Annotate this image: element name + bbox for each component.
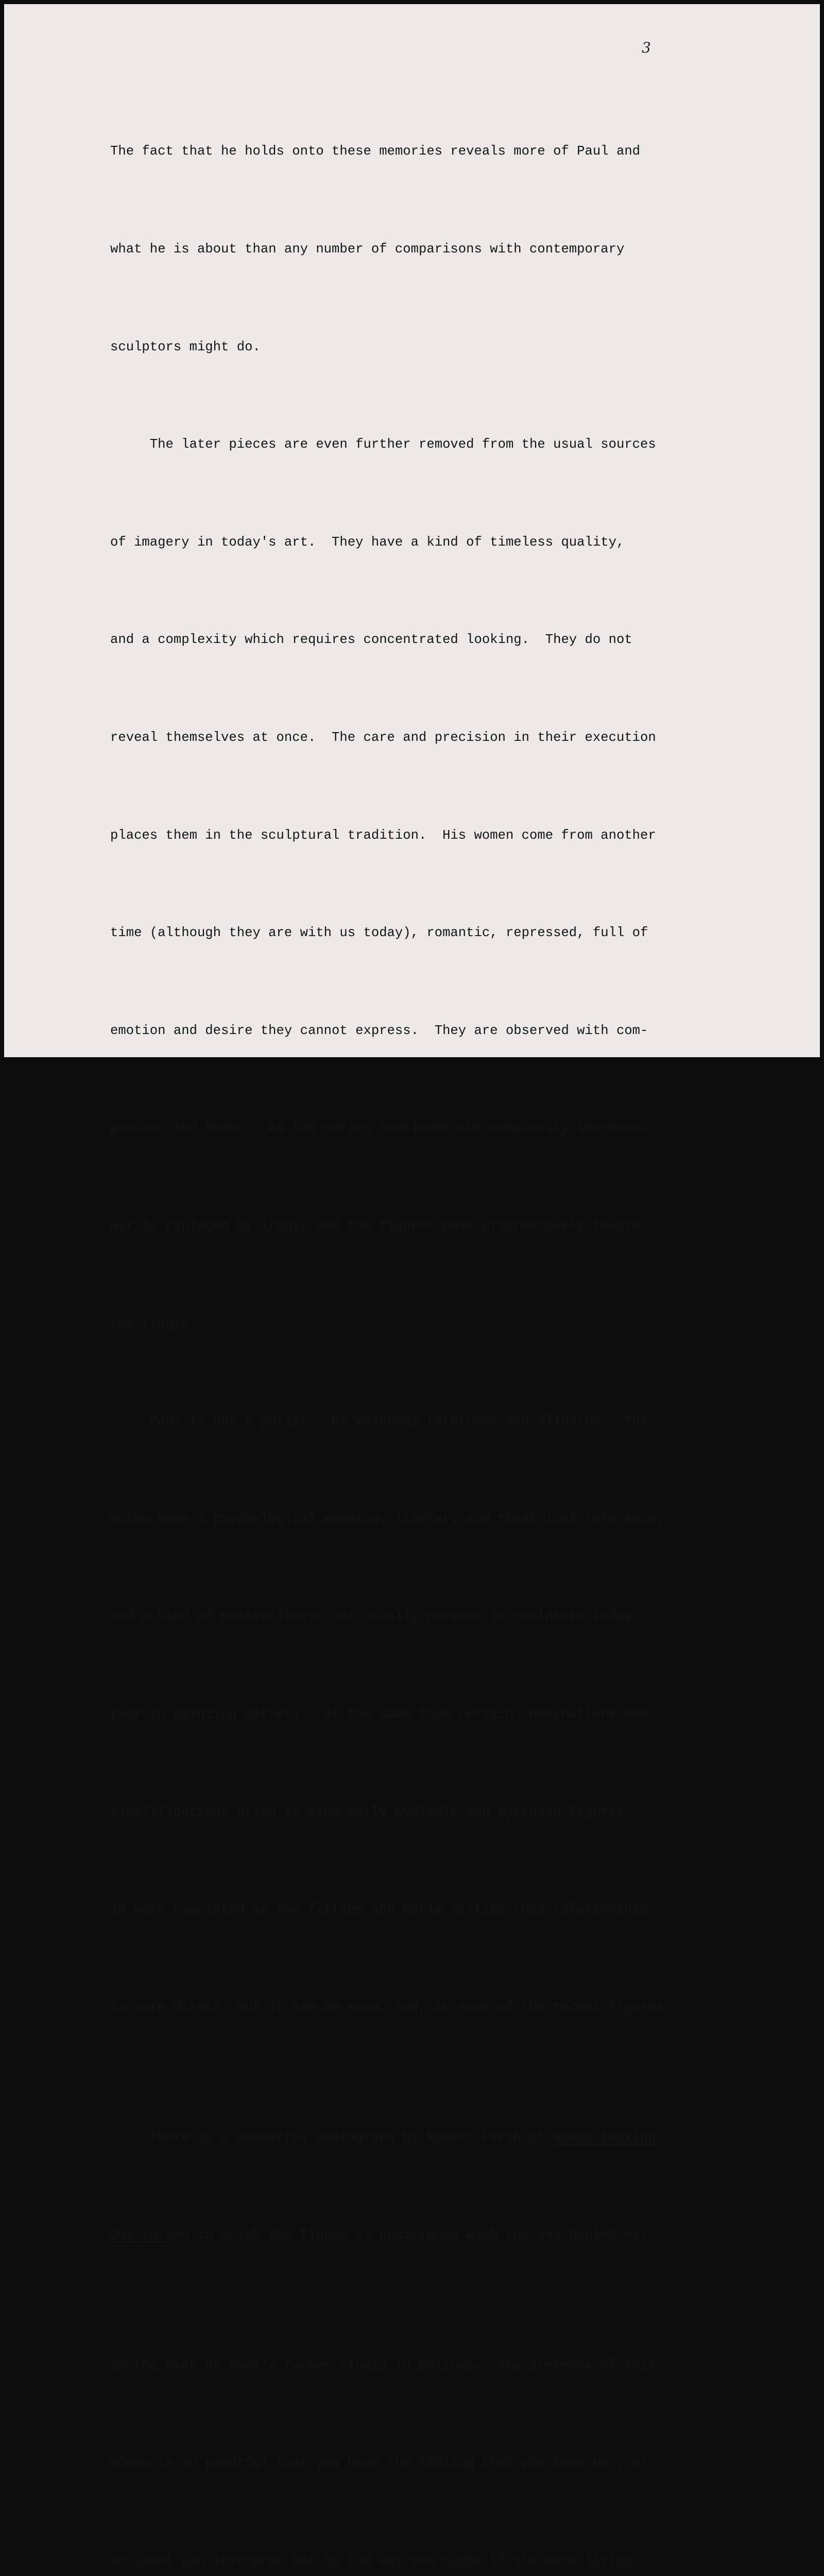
text-line: is more direct, but it can be seen, too, in some of the recent figures.: [110, 1999, 672, 2015]
text-line: simplifications bring to mind early Cycladic and Mycenean figures.: [110, 1804, 632, 1820]
text-line: time (although they are with us today), romantic, repressed, full of: [110, 925, 648, 941]
text-line: what he is about than any number of comparisons with contemporary: [110, 242, 625, 257]
text-line: In work completed in the fifties and early sixties this relationship: [110, 1902, 648, 1918]
text-line: wit is replaced by irony, and the figures move progressively toward: [110, 1218, 641, 1233]
page-number: 3: [642, 39, 651, 56]
text-line: The later pieces are even further removed from the usual sources: [110, 437, 656, 452]
artwork-title: Out to Sea: [110, 2228, 190, 2243]
text-line: of imagery in today's art. They have a kind of timeless quality,: [110, 534, 625, 550]
text-line: the tragic.: [110, 1316, 197, 1331]
text-fragment: in which the figure is positioned with the sea behind her,: [189, 2228, 656, 2243]
text-line: emotion and desire they cannot express. They are observed with com-: [110, 1023, 648, 1038]
text-line: at least can interpret her in the way you might if she were living: [110, 2553, 632, 2569]
text-line: on the deck of Paul's former studio in Bolinas. The presence of this: [110, 2358, 656, 2373]
text-line: passion and humor. As the series continues the complexity increases,: [110, 1121, 656, 1136]
text-line: and a complexity which requires concentrated looking. They do not: [110, 632, 632, 648]
text-line: reveal themselves at once. The care and precision in their execution: [110, 730, 656, 745]
text-line: (nor in painting either). At the same time certain combinations and: [110, 1706, 648, 1722]
text-line: [110, 2121, 708, 2154]
artwork-title: Woman Looking: [553, 2130, 656, 2145]
text-line: works have a psychological meaning, literary and theatrical reference,: [110, 1511, 664, 1527]
body-text: [110, 70, 708, 2576]
text-line: woman is so powerful that you have the feeling that you know her, or: [110, 2455, 648, 2471]
text-line: and a kind of painterliness not usually present in sculpture today: [110, 1609, 632, 1624]
text-line: The fact that he holds onto these memories reveals more of Paul and: [110, 144, 641, 159]
document-page: [4, 4, 820, 2569]
text-line: Paul is not a purist. He welcomes reference and allusion. The: [110, 1414, 648, 1429]
text-line: [110, 2219, 708, 2251]
text-fragment: There is a wonderful photograph by Robert Forth of: [110, 2130, 554, 2145]
text-line: sculptors might do.: [110, 339, 261, 354]
text-line: places them in the sculptural tradition. His women come from another: [110, 827, 656, 843]
